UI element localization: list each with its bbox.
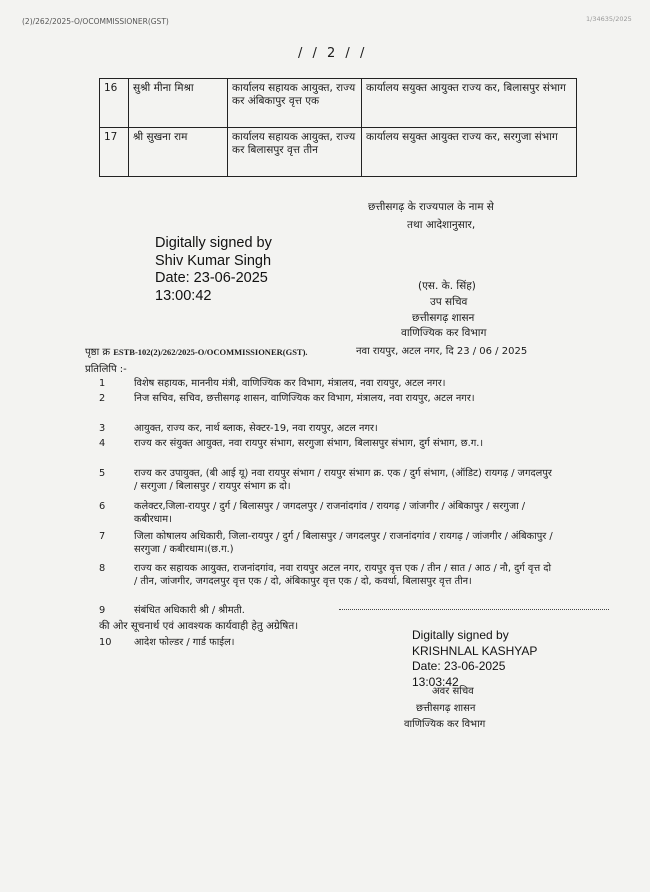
signatory-department: वाणिज्यिक कर विभाग xyxy=(401,327,487,339)
signatory-2-designation: अवर सचिव xyxy=(432,686,474,697)
signatory-2-department: वाणिज्यिक कर विभाग xyxy=(404,719,486,730)
copy-label: प्रतिलिपि :- xyxy=(85,364,127,375)
name-cell: श्री सुखना राम xyxy=(129,128,228,177)
endorsement-prefix: पृष्ठा क्र xyxy=(85,347,111,358)
signatory-government: छत्तीसगढ़ शासन xyxy=(412,312,475,324)
corner-reference: 1/34635/2025 xyxy=(586,15,632,23)
signatory-2-government: छत्तीसगढ़ शासन xyxy=(416,703,476,714)
name-cell: सुश्री मीना मिश्रा xyxy=(129,79,228,128)
serial-cell: 16 xyxy=(100,79,129,128)
table-row xyxy=(100,79,577,128)
governor-order-line-2: तथा आदेशानुसार, xyxy=(407,219,476,231)
signatory-name: (एस. के. सिंह) xyxy=(418,280,476,292)
document-page: (2)/262/2025-O/OCOMMISSIONER(GST) 1/34635/2025 / / 2 / / 16 सुश्री मीना मिश्रा कार्यालय सहायक आयुक्त, राज्य कर अंबिकापुर वृत्त एक कार्यालय सयुक्त आयुक्त राज्य कर, बिलासपुर संभाग 17 श्री सुखना राम कार्यालय सहायक आयुक्त, राज्य कर बिलासपुर वृत्त तीन कार्यालय सयुक्त आयुक्त राज्य कर, सरगुजा संभाग छत्तीसगढ़ के राज्यपाल के नाम से तथा आदेशानुसार, Digitally signed by Shiv Kumar Singh Date: 23-06-2025 13:00:42 (एस. के. सिंह) उप सचिव छत्तीसगढ़ शासन वाणिज्यिक कर विभाग पृष्ठा क्र ESTB-102(2)/262/2025-O/OCOMMISSIONER(GST). नवा रायपुर, अटल नगर, दि 23 / 06 / 2025 प्रतिलिपि :- 1 विशेष सहायक, माननीय मंत्री, वाणिज्यिक कर विभाग, मंत्रालय, नवा रायपुर, अटल नगर। 2 निज सचिव, सचिव, छत्तीसगढ़ शासन, वाणिज्यिक कर विभाग, मंत्रालय, नवा रायपुर, अटल नगर। 3 आयुक्त, राज्य कर, नार्थ ब्लाक, सेक्टर-19, नवा रायपुर, अटल नगर। 4 राज्य कर संयुक्त आयुक्त, नवा रायपुर संभाग, सरगुजा संभाग, बिलासपुर संभाग, दुर्ग संभाग, छ.ग.। 5 राज्य कर उपायुक्त, (बी आई यू) नवा रायपुर संभाग / रायपुर संभाग क्र. एक / दुर्ग संभाग, (ऑडिट) रायगढ़ / जगदलपुर / सरगुजा / बिलासपुर / रायपुर संभाग क्र दो। 6 कलेक्टर,जिला-रायपुर / दुर्ग / बिलासपुर / जगदलपुर / राजनांदगांव / रायगढ़ / जांजगीर / अंबिकापुर / सरगुजा / कबीरधाम। 7 जिला कोषालय अधिकारी, जिला-रायपुर / दुर्ग / बिलासपुर / जगदलपुर / राजनांदगांव / रायगढ़ / जांजगीर / अंबिकापुर / सरगुजा / कबीरधाम।(छ.ग.) 8 राज्य कर सहायक आयुक्त, राजनांदगांव, नवा रायपुर अटल नगर, रायपुर वृत्त एक / तीन / सात / आठ / नौ, दुर्ग वृत्त दो / तीन, जांजगीर, जगदलपुर वृत्त एक / दो, अंबिकापुर वृत्त एक / दो, कवर्धा, बिलासपुर वृत्त तीन। 9 संबंधित अधिकारी श्री / श्रीमती. की ओर सूचनार्थ एवं आवश्यक कार्यवाही हेतु अग्रेषित। 10 आदेश फोल्डर / गार्ड फाईल। Digitally signed by KRISHNLAL KASHYAP Date: 23-06-2025 13:03:42 अवर सचिव छत्तीसगढ़ शासन वाणिज्यिक कर विभाग xyxy=(22,15,632,730)
from-office-cell: कार्यालय सहायक आयुक्त, राज्य कर बिलासपुर वृत्त तीन xyxy=(228,128,362,177)
blank-fill-line xyxy=(339,609,609,610)
to-office-cell: कार्यालय सयुक्त आयुक्त राज्य कर, सरगुजा संभाग xyxy=(362,128,577,177)
digital-signature-1: Digitally signed by Shiv Kumar Singh Date: 23-06-2025 13:00:42 xyxy=(155,235,272,304)
page-number: / / 2 / / xyxy=(298,46,368,61)
serial-cell: 17 xyxy=(100,128,129,177)
transfer-table xyxy=(99,78,577,177)
governor-order-line-1: छत्तीसगढ़ के राज्यपाल के नाम से xyxy=(368,201,494,213)
endorsement-number xyxy=(85,344,308,358)
signatory-designation: उप सचिव xyxy=(430,296,468,308)
table-row xyxy=(100,128,577,177)
file-reference: (2)/262/2025-O/OCOMMISSIONER(GST) xyxy=(22,17,169,26)
endorsement-place-date: नवा रायपुर, अटल नगर, दि 23 / 06 / 2025 xyxy=(356,346,528,357)
forwarding-line: की ओर सूचनार्थ एवं आवश्यक कार्यवाही हेतु अग्रेषित। xyxy=(99,620,299,632)
from-office-cell: कार्यालय सहायक आयुक्त, राज्य कर अंबिकापुर वृत्त एक xyxy=(228,79,362,128)
to-office-cell: कार्यालय सयुक्त आयुक्त राज्य कर, बिलासपुर संभाग xyxy=(362,79,577,128)
digital-signature-2: Digitally signed by KRISHNLAL KASHYAP Date: 23-06-2025 13:03:42 xyxy=(412,628,538,689)
endorsement-code: ESTB-102(2)/262/2025-O/OCOMMISSIONER(GST). xyxy=(113,347,308,357)
